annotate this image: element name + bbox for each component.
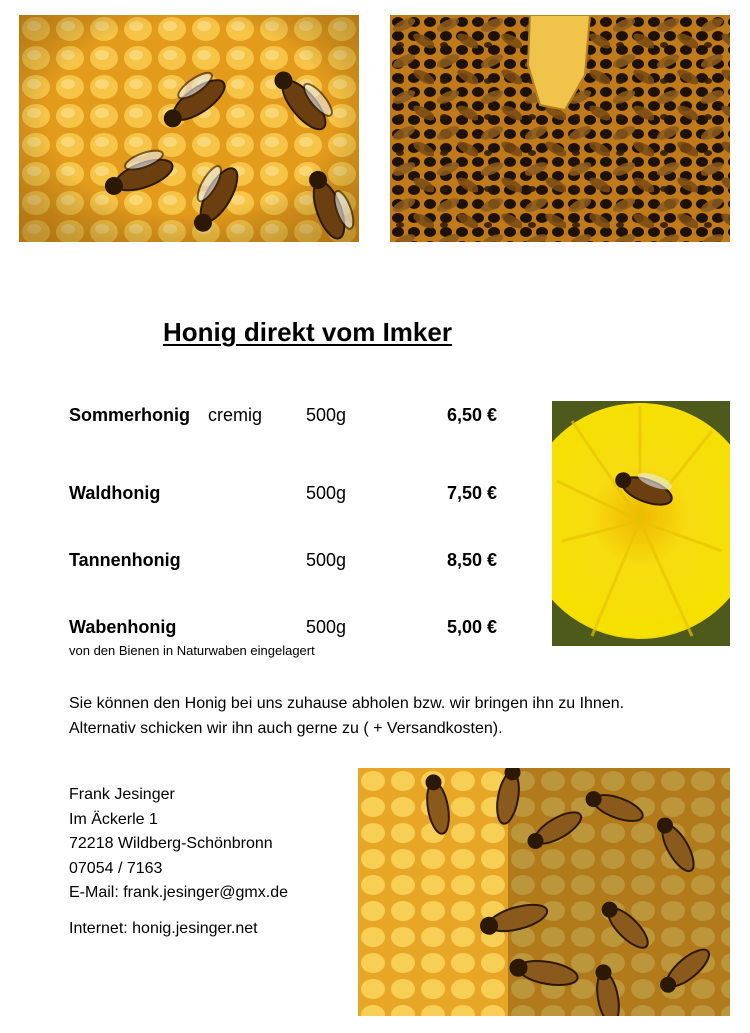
wabenhonig-note: von den Bienen in Naturwaben eingelagert <box>69 643 315 658</box>
bees-on-comb-photo <box>358 768 730 1016</box>
product-size: 500g <box>306 483 347 503</box>
product-name: Tannenhonig <box>69 550 181 570</box>
contact-name: Frank Jesinger <box>69 786 175 803</box>
pickup-info: Sie können den Honig bei uns zuhause abholen bzw. wir bringen ihn zu Ihnen. <box>69 695 625 712</box>
contact-city: 72218 Wildberg-Schönbronn <box>69 835 273 852</box>
product-price: 7,50 € <box>447 483 498 503</box>
product-name: Sommerhonig <box>69 405 191 425</box>
bees-on-brood-comb-photo <box>390 15 730 242</box>
contact-phone: 07054 / 7163 <box>69 860 163 877</box>
contact-email: E-Mail: frank.jesinger@gmx.de <box>69 884 288 901</box>
bee-on-dandelion-photo <box>552 401 730 646</box>
product-size: 500g <box>306 550 347 570</box>
product-size: 500g <box>306 405 347 425</box>
product-size: 500g <box>306 617 347 637</box>
product-price: 6,50 € <box>447 405 498 425</box>
page-title: Honig direkt vom Imker <box>163 317 452 348</box>
product-price: 5,00 € <box>447 617 498 637</box>
product-variant: cremig <box>208 405 263 425</box>
honeycomb-bees-photo <box>19 15 359 242</box>
product-name: Wabenhonig <box>69 617 177 637</box>
product-price: 8,50 € <box>447 550 498 570</box>
product-name: Waldhonig <box>69 483 161 503</box>
contact-street: Im Äckerle 1 <box>69 811 158 828</box>
contact-internet: Internet: honig.jesinger.net <box>69 920 258 937</box>
shipping-info: Alternativ schicken wir ihn auch gerne zu ( + Versandkosten). <box>69 720 503 737</box>
